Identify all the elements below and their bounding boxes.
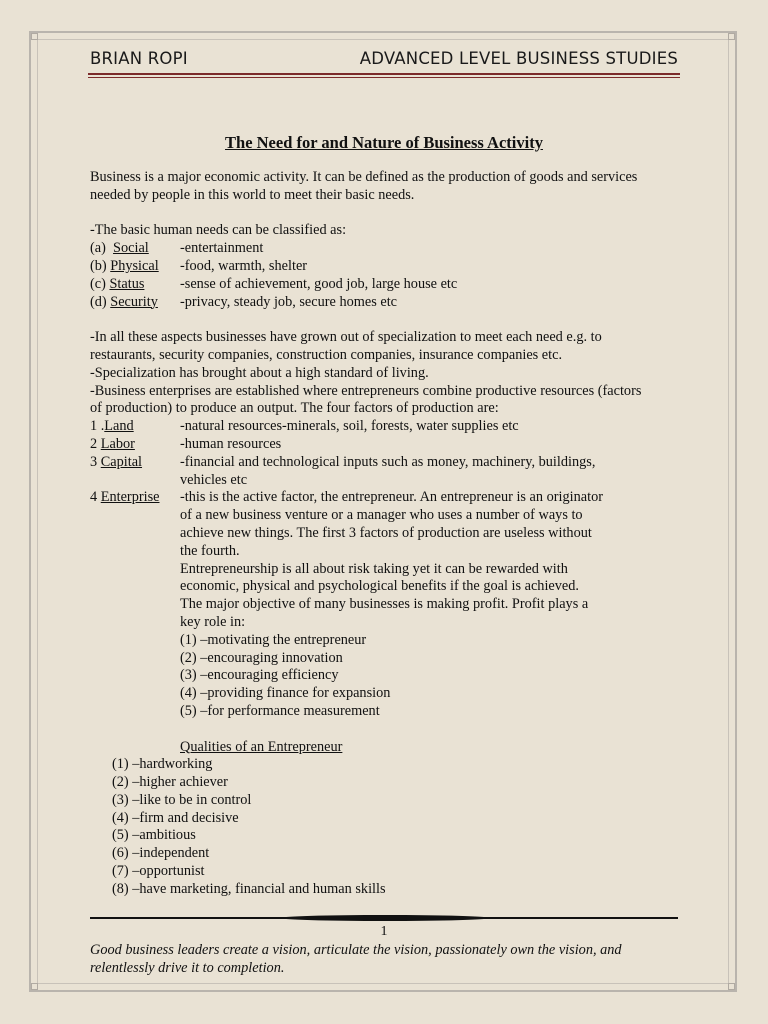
need-term: Physical <box>110 257 159 274</box>
paragraph-line: of production) to produce an output. The four factors of production are: <box>90 400 499 417</box>
factor-description: Entrepreneurship is all about risk taking yet it can be rewarded with <box>180 560 568 577</box>
factor-item: 2 Labor -human resources <box>90 435 282 452</box>
factor-description: achieve new things. The first 3 factors of production are useless without <box>180 524 592 541</box>
paragraph-line: needed by people in this world to meet their basic needs. <box>90 186 415 203</box>
need-item: (c) Status -sense of achievement, good job, large house etc <box>90 275 458 292</box>
profit-role-item: (1) –motivating the entrepreneur <box>180 631 367 648</box>
frame-corner <box>31 33 38 40</box>
quality-item: (1) –hardworking <box>112 756 213 773</box>
factor-item: 1 .Land -natural resources-minerals, soil, forests, water supplies etc <box>90 418 519 435</box>
factor-term: Enterprise <box>100 489 160 506</box>
quality-item: (8) –have marketing, financial and human skills <box>112 880 386 897</box>
factor-description: -natural resources-minerals, soil, forests, water supplies etc <box>180 418 519 435</box>
quality-item: (5) –ambitious <box>112 827 196 844</box>
qualities-heading: Qualities of an Entrepreneur <box>180 738 343 755</box>
footer-quote-line: Good business leaders create a vision, articulate the vision, passionately own the vision, and <box>90 942 622 958</box>
need-description: -privacy, steady job, secure homes etc <box>180 293 398 310</box>
paragraph-line: -In all these aspects businesses have grown out of specialization to meet each need e.g. to <box>90 329 602 346</box>
factor-term: Land <box>104 418 134 435</box>
document-title: The Need for and Nature of Business Activity <box>225 133 543 152</box>
factor-description: the fourth. <box>180 542 240 559</box>
header-author: BRIAN ROPI <box>90 49 188 68</box>
factor-description: The major objective of many businesses is making profit. Profit plays a <box>180 596 589 613</box>
quality-item: (4) –firm and decisive <box>112 809 239 826</box>
factor-term: Capital <box>100 453 143 470</box>
paragraph-line: Business is a major economic activity. It can be defined as the production of goods and services <box>90 169 638 185</box>
profit-role-item: (2) –encouraging innovation <box>180 649 343 666</box>
need-item: (a) Social -entertainment <box>90 240 264 257</box>
paragraph-line: -Business enterprises are established where entrepreneurs combine productive resources (factors <box>90 382 642 399</box>
need-term: Security <box>110 293 158 310</box>
quality-item: (6) –independent <box>112 845 210 862</box>
quality-item: (2) –higher achiever <box>112 774 228 791</box>
need-term: Social <box>113 240 149 257</box>
page-number: 1 <box>380 924 388 939</box>
need-description: -entertainment <box>180 240 264 257</box>
profit-role-item: (4) –providing finance for expansion <box>180 685 391 702</box>
quality-item: (3) –like to be in control <box>112 791 252 808</box>
factor-description: key role in: <box>180 613 246 630</box>
factor-description: -this is the active factor, the entrepreneur. An entrepreneur is an originator <box>180 489 604 506</box>
header-rule <box>88 73 680 75</box>
profit-role-item: (5) –for performance measurement <box>180 702 380 719</box>
footer-quote <box>90 941 690 977</box>
needs-heading: -The basic human needs can be classified as: <box>90 222 347 239</box>
factor-description: vehicles etc <box>180 471 248 488</box>
factor-description: economic, physical and psychological benefits if the goal is achieved. <box>180 578 579 595</box>
document-body <box>90 169 690 899</box>
factor-description: -human resources <box>180 435 282 452</box>
need-term: Status <box>109 275 145 292</box>
need-item: (b) Physical -food, warmth, shelter <box>90 257 308 274</box>
factor-description: -financial and technological inputs such as money, machinery, buildings, <box>180 453 596 470</box>
header-subject: ADVANCED LEVEL BUSINESS STUDIES <box>359 49 678 68</box>
paragraph-line: restaurants, security companies, construction companies, insurance companies etc. <box>90 346 563 363</box>
paragraph-line: -Specialization has brought about a high standard of living. <box>90 364 429 381</box>
page-header <box>90 49 680 73</box>
factor-description: of a new business venture or a manager who uses a number of ways to <box>180 507 583 524</box>
footer-quote-line: relentlessly drive it to completion. <box>90 960 285 976</box>
factor-item: 3 Capital -financial and technological inputs such as money, machinery, buildings, <box>90 453 596 470</box>
need-item: (d) Security -privacy, steady job, secure homes etc <box>90 293 398 310</box>
profit-role-item: (3) –encouraging efficiency <box>180 667 339 684</box>
frame-corner <box>728 33 735 40</box>
header-rule-thin <box>88 77 680 78</box>
frame-corner <box>31 983 38 990</box>
footer-rule-accent <box>280 915 490 921</box>
need-description: -sense of achievement, good job, large house etc <box>180 275 458 292</box>
quality-item: (7) –opportunist <box>112 863 205 880</box>
frame-corner <box>728 983 735 990</box>
factor-item: 4 Enterprise -this is the active factor, the entrepreneur. An entrepreneur is an originator <box>90 489 604 506</box>
need-description: -food, warmth, shelter <box>180 257 308 274</box>
factor-term: Labor <box>100 435 135 452</box>
